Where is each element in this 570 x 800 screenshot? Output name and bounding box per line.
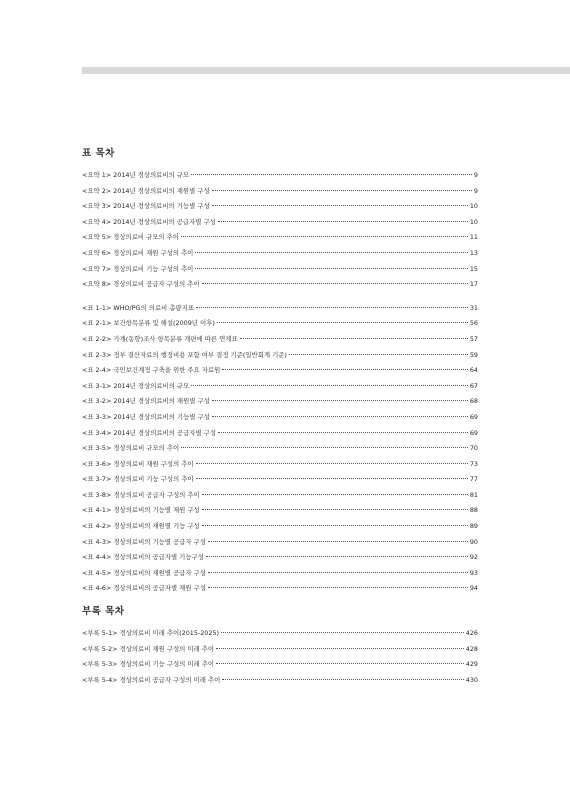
- dot-leader: [212, 205, 468, 206]
- toc-entry[interactable]: [82, 246, 478, 262]
- toc-entry[interactable]: [82, 673, 478, 689]
- toc-entry-page: 9: [473, 171, 478, 179]
- dot-leader: [202, 494, 468, 495]
- toc-entry[interactable]: [82, 394, 478, 410]
- toc-entry-page: 93: [469, 568, 478, 577]
- dot-leader: [202, 283, 468, 284]
- toc-entry[interactable]: [82, 503, 478, 519]
- toc-entry-label: <표 2-4> 국민보건계정 구축을 위한 주요 자료원: [82, 366, 221, 375]
- toc-entry-page: 90: [469, 537, 478, 546]
- dot-leader: [196, 307, 468, 308]
- toc-entry[interactable]: [82, 168, 478, 184]
- toc-entry-label: <표 4-3> 경상의료비의 기능별 공급자 구성: [82, 537, 206, 546]
- toc-entry[interactable]: [82, 332, 478, 348]
- dot-leader: [208, 572, 468, 573]
- dot-leader: [195, 252, 468, 253]
- toc-entry-page: 88: [469, 506, 478, 515]
- toc-entry-label: <부록 5-1> 경상의료비 미래 추이(2015-2025): [82, 629, 219, 637]
- dot-leader: [196, 463, 468, 464]
- toc-entry-label: <요약 6> 경상의료비 재원 구성의 추이: [82, 248, 194, 257]
- toc-entry-page: 17: [469, 280, 478, 289]
- dot-leader: [212, 416, 468, 417]
- toc-entry[interactable]: [82, 457, 478, 473]
- toc-entry[interactable]: [82, 566, 478, 582]
- toc-entry-page: 426: [465, 629, 478, 637]
- toc-entry-page: 67: [469, 381, 478, 390]
- toc-entry[interactable]: [82, 199, 478, 215]
- toc-entry[interactable]: [82, 472, 478, 488]
- dot-leader: [202, 525, 468, 526]
- toc-entry-page: 94: [469, 584, 478, 593]
- toc-entry[interactable]: [82, 581, 478, 597]
- toc-entry-page: 430: [465, 675, 478, 684]
- toc-entry[interactable]: [82, 426, 478, 442]
- toc-entry[interactable]: [82, 215, 478, 231]
- toc-entry-label: <요약 5> 경상의료비 규모의 추이: [82, 233, 179, 242]
- toc-entry-label: <표 3-3> 2014년 경상의료비의 기능별 구성: [82, 412, 210, 421]
- toc-entry[interactable]: [82, 441, 478, 457]
- toc-entry-label: <표 3-8> 경상의료비 공급자 구성의 추이: [82, 490, 200, 499]
- toc-entry-label: <표 4-5> 경상의료비의 재원별 공급자 구성: [82, 568, 206, 577]
- toc-entry-label: <요약 3> 2014년 경상의료비의 기능별 구성: [82, 202, 210, 211]
- toc-entry-label: <표 3-6> 경상의료비 재원 구성의 추이: [82, 459, 194, 468]
- toc-entry-page: 92: [469, 553, 478, 562]
- dot-leader: [202, 509, 468, 510]
- toc-entry[interactable]: [82, 626, 478, 642]
- toc-entry[interactable]: [82, 277, 478, 293]
- toc-entry-page: 31: [469, 303, 478, 312]
- toc-entry[interactable]: [82, 230, 478, 246]
- toc-entry-label: <표 2-3> 정부 결산자료의 행정비용 포함 여부 결정 기준(일반회계 기준): [82, 350, 287, 359]
- toc-entry[interactable]: [82, 519, 478, 535]
- dot-leader: [191, 174, 472, 175]
- toc-entry-page: 10: [469, 202, 478, 211]
- table-list: [82, 301, 478, 597]
- toc-entry[interactable]: [82, 488, 478, 504]
- toc-entry-page: 13: [469, 248, 478, 257]
- dot-leader: [216, 648, 464, 649]
- appendix-toc-title: 부록 목차: [82, 606, 125, 617]
- toc-entry[interactable]: [82, 262, 478, 278]
- toc-entry-label: <표 3-4> 2014년 경상의료비의 공급자별 구성: [82, 428, 216, 437]
- toc-entry[interactable]: [82, 535, 478, 551]
- dot-leader: [181, 447, 468, 448]
- toc-entry-page: 69: [469, 428, 478, 437]
- header-bar: [82, 67, 570, 74]
- toc-entry-label: <표 3-1> 2014년 경상의료비의 규모: [82, 381, 190, 390]
- toc-entry-label: <표 4-4> 경상의료비의 공급자별 기능구성: [82, 553, 204, 562]
- dot-leader: [218, 432, 468, 433]
- toc-entry-page: 57: [469, 334, 478, 343]
- toc-entry-page: 68: [469, 397, 478, 406]
- toc-entry-label: <표 4-1> 경상의료비의 기능별 재원 구성: [82, 506, 200, 515]
- dot-leader: [240, 338, 468, 339]
- dot-leader: [191, 385, 468, 386]
- dot-leader: [181, 236, 468, 237]
- dot-leader: [216, 663, 464, 664]
- toc-entry[interactable]: [82, 316, 478, 332]
- toc-entry-label: <요약 7> 경상의료비 기능 구성의 추이: [82, 264, 194, 273]
- dot-leader: [289, 354, 468, 355]
- toc-entry-page: 428: [465, 644, 478, 653]
- toc-entry-page: 11: [469, 233, 478, 242]
- appendix-list: [82, 626, 478, 688]
- dot-leader: [212, 400, 468, 401]
- toc-entry-page: 69: [469, 412, 478, 421]
- table-of-tables: [82, 148, 478, 597]
- toc-entry-label: <표 3-2> 2014년 경상의료비의 재원별 구성: [82, 397, 210, 406]
- dot-leader: [206, 556, 468, 557]
- dot-leader: [217, 322, 468, 323]
- toc-entry-page: 64: [469, 366, 478, 375]
- toc-entry-page: 56: [469, 319, 478, 328]
- toc-entry-label: <표 4-6> 경상의료비의 공급자별 재원 구성: [82, 584, 206, 593]
- toc-entry-label: <표 1-1> WHO/PG의 의료비 총량지표: [82, 303, 194, 312]
- toc-entry[interactable]: [82, 410, 478, 426]
- toc-entry-label: <부록 5-3> 경상의료비 기능 구성의 미래 추이: [82, 660, 215, 669]
- table-toc-title: 표 목차: [82, 148, 115, 159]
- dot-leader: [196, 478, 468, 479]
- toc-entry-page: 70: [469, 444, 478, 453]
- dot-leader: [221, 632, 464, 633]
- toc-entry-label: <표 4-2> 경상의료비의 재원별 기능 구성: [82, 522, 200, 531]
- toc-entry-label: <표 2-2> 가계(동향)조사 항목분류 개편에 따른 연계표: [82, 334, 238, 343]
- dot-leader: [208, 587, 468, 588]
- toc-entry-page: 9: [473, 186, 478, 195]
- dot-leader: [195, 268, 468, 269]
- toc-entry[interactable]: [82, 348, 478, 364]
- list-gap: [82, 293, 478, 301]
- appendix-toc: [82, 606, 478, 688]
- toc-entry-label: <요약 8> 경상의료비 공급자 구성의 추이: [82, 280, 200, 289]
- dot-leader: [212, 190, 472, 191]
- dot-leader: [218, 221, 468, 222]
- summary-list: [82, 168, 478, 293]
- toc-entry-page: 10: [469, 217, 478, 226]
- toc-entry[interactable]: [82, 379, 478, 395]
- toc-entry-label: <부록 5-2> 경상의료비 재원 구성의 미래 추이: [82, 644, 215, 653]
- toc-entry[interactable]: [82, 301, 478, 317]
- toc-entry[interactable]: [82, 184, 478, 200]
- toc-entry-page: 81: [469, 490, 478, 499]
- toc-entry-page: 73: [469, 459, 478, 468]
- toc-entry-label: <표 2-1> 보건항목분류 및 해설(2009년 이후): [82, 319, 215, 328]
- toc-entry-label: <표 3-5> 경상의료비 규모의 추이: [82, 444, 180, 453]
- toc-entry-page: 429: [465, 660, 478, 669]
- toc-entry-label: <표 3-7> 경상의료비 기능 구성의 추이: [82, 475, 194, 484]
- toc-entry-label: <요약 4> 2014년 경상의료비의 공급자별 구성: [82, 217, 216, 226]
- toc-entry[interactable]: [82, 363, 478, 379]
- toc-entry-page: 77: [469, 475, 478, 484]
- toc-entry-page: 59: [469, 350, 478, 359]
- toc-entry-page: 15: [469, 264, 478, 273]
- dot-leader: [222, 679, 464, 680]
- dot-leader: [222, 369, 468, 370]
- toc-entry-label: <요약 2> 2014년 경상의료비의 재원별 구성: [82, 186, 210, 195]
- toc-entry-page: 89: [469, 522, 478, 531]
- toc-entry[interactable]: [82, 657, 478, 673]
- toc-entry[interactable]: [82, 550, 478, 566]
- toc-entry-label: <요약 1> 2014년 경상의료비의 규모: [82, 171, 190, 179]
- toc-entry[interactable]: [82, 642, 478, 658]
- dot-leader: [208, 541, 468, 542]
- toc-entry-label: <부록 5-4> 경상의료비 공급자 구성의 미래 추이: [82, 675, 221, 684]
